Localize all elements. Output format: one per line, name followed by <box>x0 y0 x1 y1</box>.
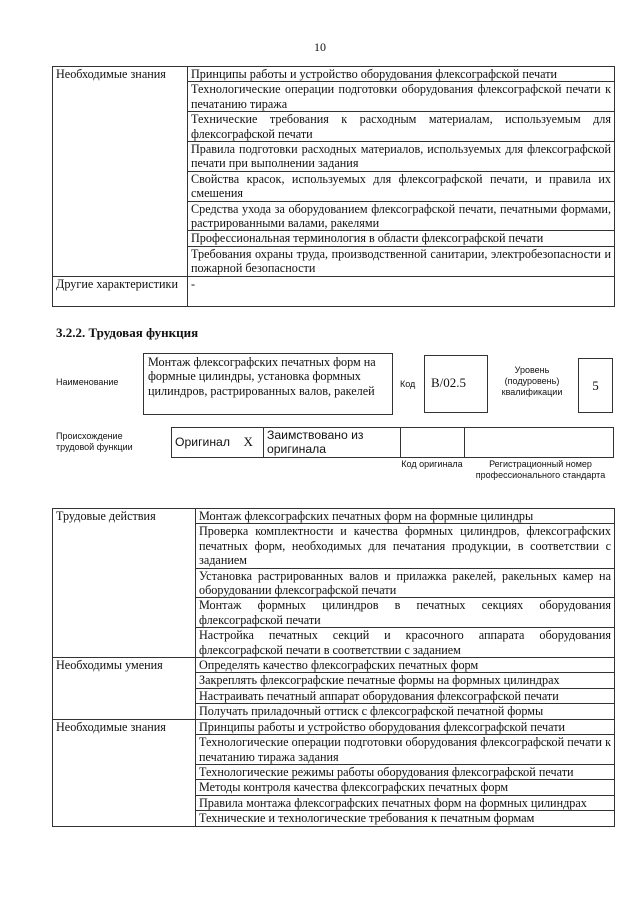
table-cell: Технические и технологические требования к печатным формам <box>196 811 615 826</box>
table-cell: Технические требования к расходным материалам, используемым для флексографской печати <box>188 112 615 142</box>
table-cell: Правила подготовки расходных материалов, используемых для флексографской печати при выполнении задания <box>188 142 615 172</box>
level-value: 5 <box>578 358 613 413</box>
original-mark: X <box>234 428 264 458</box>
level-label: Уровень (подуровень) квалификации <box>501 365 563 397</box>
reg-number-caption: Регистрационный номер профессионального стандарта <box>475 459 606 480</box>
table-cell: Средства ухода за оборудованием флексографской печати, печатными формами, растрированными валами, ракелями <box>188 201 615 231</box>
table-cell: Монтаж формных цилиндров в печатных секциях оборудования флексографской печати <box>196 598 615 628</box>
name-label: Наименование <box>56 377 119 387</box>
code-original-caption: Код оригинала <box>401 459 463 469</box>
table-cell: Настройка печатных секций и красочного аппарата оборудования флексографской печати в соответствии с заданием <box>196 628 615 658</box>
table-row <box>53 67 615 82</box>
table-cell: Свойства красок, используемых для флексографской печати, и правила их смешения <box>188 171 615 201</box>
row-label: Необходимые знания <box>53 719 196 826</box>
table-cell: Проверка комплектности и качества формных цилиндров, флексографских печатных форм, необходимых для печатания продукции, в соответствии с заданием <box>196 524 615 568</box>
top-knowledge-table <box>52 66 615 307</box>
code-original-cell <box>401 428 465 458</box>
original-label: Оригинал <box>172 428 234 458</box>
page-number: 10 <box>314 40 326 54</box>
table-row <box>53 276 615 306</box>
labor-function-table <box>52 508 615 827</box>
table-cell: Установка растрированных валов и прилажка ракелей, ракельных камер на оборудовании флексографской печати <box>196 568 615 598</box>
table-cell: Монтаж флексографских печатных форм на формные цилиндры <box>196 509 615 524</box>
code-label: Код <box>400 379 416 389</box>
borrowed-label: Заимствовано из оригинала <box>264 428 401 458</box>
origin-table <box>171 427 614 458</box>
row-label: Необходимы умения <box>53 658 196 720</box>
table-cell: Требования охраны труда, производственной санитарии, электробезопасности и пожарной безопасности <box>188 246 615 276</box>
table-cell: Технологические операции подготовки оборудования флексографской печати к печатанию тиража <box>188 82 615 112</box>
table-cell: Принципы работы и устройство оборудования флексографской печати <box>188 67 615 82</box>
row-label: Необходимые знания <box>53 67 188 277</box>
table-row <box>53 509 615 524</box>
table-cell: Настраивать печатный аппарат оборудования флексографской печати <box>196 688 615 703</box>
row-label: Трудовые действия <box>53 509 196 658</box>
table-cell: Закреплять флексографские печатные формы на формных цилиндрах <box>196 673 615 688</box>
table-cell: Методы контроля качества флексографских печатных форм <box>196 780 615 795</box>
table-cell: Технологические операции подготовки оборудования флексографской печати к печатанию тиража задания <box>196 735 615 765</box>
section-title: 3.2.2. Трудовая функция <box>56 325 199 340</box>
table-row <box>53 658 615 673</box>
code-value: B/02.5 <box>424 355 488 413</box>
function-name-value: Монтаж флексографских печатных форм на формные цилиндры, установка формных цилиндров, растрированных валов, ракелей <box>143 353 393 415</box>
table-cell: Определять качество флексографских печатных форм <box>196 658 615 673</box>
table-cell: Технологические режимы работы оборудования флексографской печати <box>196 764 615 779</box>
row-label: Другие характеристики <box>53 276 188 306</box>
table-row <box>53 719 615 734</box>
reg-number-cell <box>465 428 614 458</box>
table-cell: Получать приладочный оттиск с флексографской печатной формы <box>196 704 615 719</box>
table-cell: - <box>188 276 615 306</box>
table-cell: Правила монтажа флексографских печатных форм на формных цилиндрах <box>196 795 615 810</box>
table-cell: Профессиональная терминология в области флексографской печати <box>188 231 615 246</box>
table-cell: Принципы работы и устройство оборудования флексографской печати <box>196 719 615 734</box>
origin-label: Происхождение трудовой функции <box>56 431 133 452</box>
